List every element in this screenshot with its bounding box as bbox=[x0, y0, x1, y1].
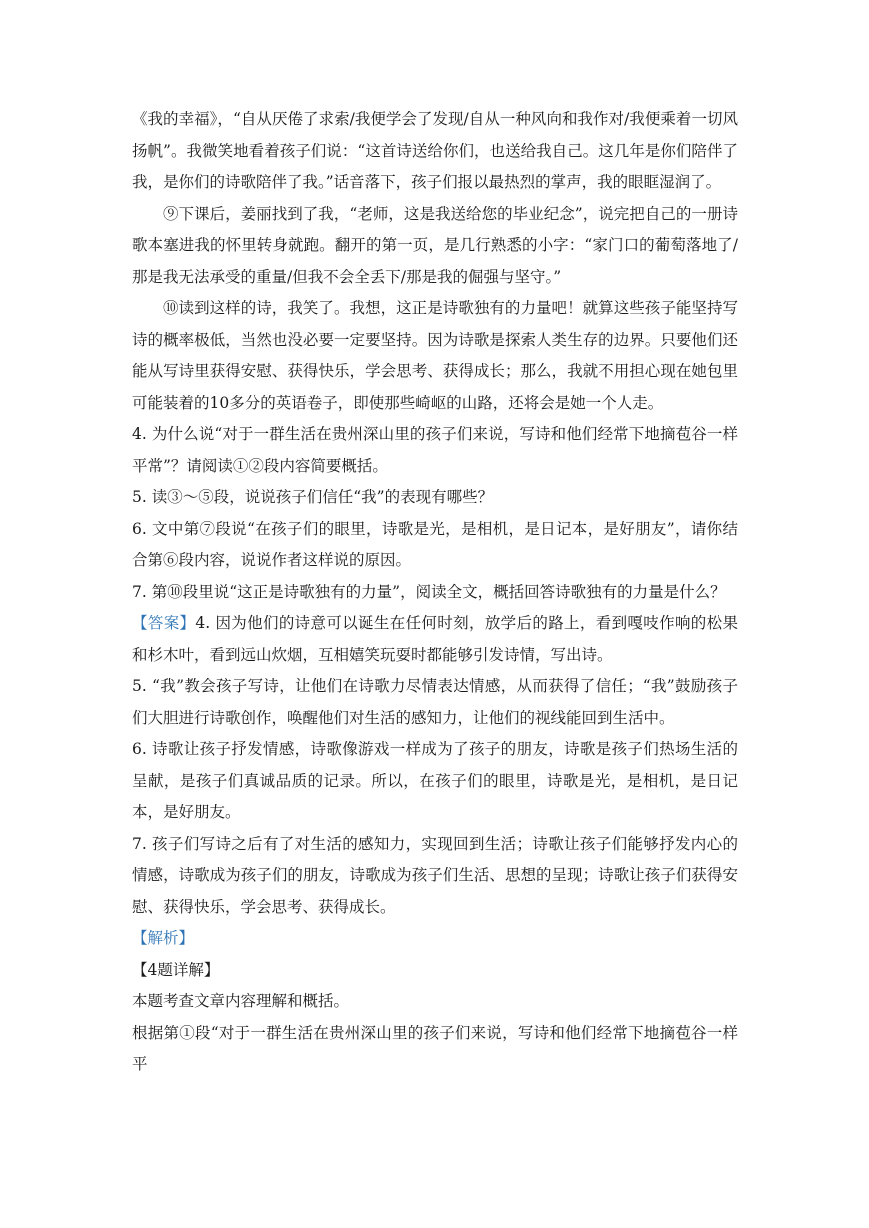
detail-tag: 【4题详解】 bbox=[132, 960, 220, 979]
question-4: 4. 为什么说“对于一群生活在贵州深山里的孩子们来说，写诗和他们经常下地摘苞谷一样平常”？请阅读①②段内容简要概括。 bbox=[132, 425, 738, 475]
answer-7: 7. 孩子们写诗之后有了对生活的感知力，实现回到生活；诗歌让孩子们能够抒发内心的情感，诗歌成为孩子们的朋友，诗歌成为孩子们生活、思想的呈现；诗歌让孩子们获得安慰、获得快乐，学会思考、获得成长。 bbox=[132, 834, 738, 916]
answer-5: 5. “我”教会孩子写诗，让他们在诗歌力尽情表达情感，从而获得了信任；“我”鼓励孩子们大胆进行诗歌创作，唤醒他们对生活的感知力，让他们的视线能回到生活中。 bbox=[132, 677, 738, 727]
analysis-tag: 【解析】 bbox=[132, 929, 195, 947]
passage-paragraph-10: ⑩读到这样的诗，我笑了。我想，这正是诗歌独有的力量吧！就算这些孩子能坚持写诗的概率极低，当然也没必要一定要坚持。因为诗歌是探索人类生存的边界。只要他们还能从写诗里获得安慰、获得快乐，学会思考、获得成长；那么，我就不用担心现在她包里可能装着的10多分的英语卷子，即使那些崎岖的山路，还将会是她一个人走。 bbox=[132, 299, 738, 412]
question-5: 5. 读③～⑤段，说说孩子们信任“我”的表现有哪些？ bbox=[132, 488, 494, 506]
passage-paragraph-8-continued: 《我的幸福》，“自从厌倦了求索/我便学会了发现/自从一种风向和我作对/我便乘着一切风扬帆”。我微笑地看着孩子们说：“这首诗送给你们，也送给我自己。这几年是你们陪伴了我，是你们的诗歌陪伴了我。”话音落下，孩子们报以最热烈的掌声，我的眼眶湿润了。 bbox=[132, 110, 738, 191]
document-body bbox=[132, 104, 738, 1081]
question-6: 6. 文中第⑦段说“在孩子们的眼里，诗歌是光，是相机，是日记本，是好朋友”，请你结合第⑥段内容，说说作者这样说的原因。 bbox=[132, 519, 738, 569]
passage-paragraph-9: ⑨下课后，姜丽找到了我，“老师，这是我送给您的毕业纪念”，说完把自己的一册诗歌本塞进我的怀里转身就跑。翻开的第一页，是几行熟悉的小字：“家门口的葡萄落地了/那是我无法承受的重量/但我不会全丢下/那是我的倔强与坚守。” bbox=[132, 204, 738, 286]
detail-line-2: 根据第①段“对于一群生活在贵州深山里的孩子们来说，写诗和他们经常下地摘苞谷一样平 bbox=[132, 1023, 738, 1073]
answer-6: 6. 诗歌让孩子抒发情感，诗歌像游戏一样成为了孩子的朋友，诗歌是孩子们热场生活的呈献，是孩子们真诚品质的记录。所以，在孩子们的眼里，诗歌是光，是相机，是日记本，是好朋友。 bbox=[132, 740, 738, 821]
question-7: 7. 第⑩段里说“这正是诗歌独有的力量”，阅读全文，概括回答诗歌独有的力量是什么？ bbox=[132, 582, 726, 601]
answer-tag: 【答案】 bbox=[132, 614, 196, 632]
answer-4 bbox=[132, 608, 738, 671]
answer-4-text: 4. 因为他们的诗意可以诞生在任何时刻，放学后的路上，看到嘎吱作响的松果和杉木叶，看到远山炊烟，互相嬉笑玩耍时都能够引发诗情，写出诗。 bbox=[132, 614, 738, 664]
detail-line-1: 本题考查文章内容理解和概括。 bbox=[132, 992, 350, 1010]
